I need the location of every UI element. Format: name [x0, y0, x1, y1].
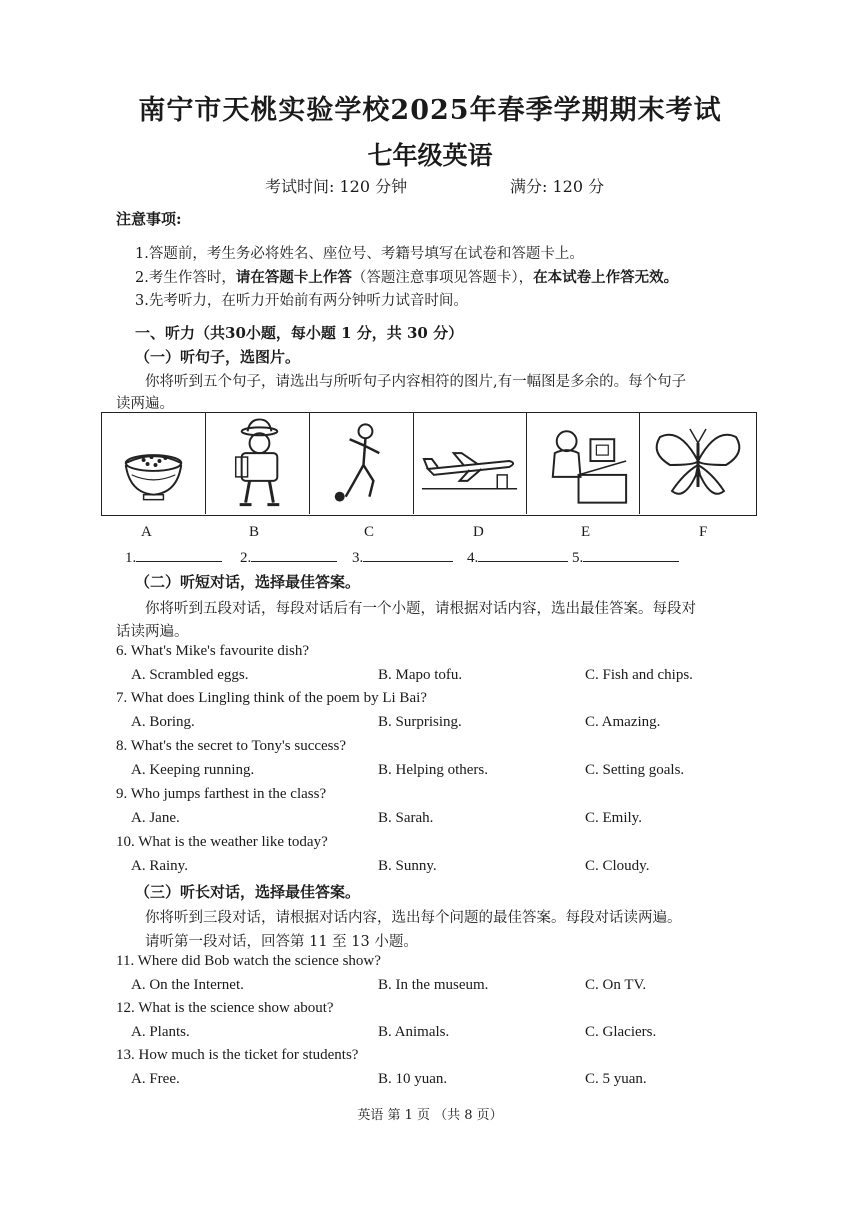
q11-option-a: A. On the Internet. [131, 977, 244, 993]
part2-instruction-2: 话读两遍。 [116, 624, 189, 640]
notice-item-2-b: 请在答题卡上作答 [235, 269, 352, 286]
q6-option-c: C. Fish and chips. [585, 667, 693, 683]
question-7: 7. What does Lingling think of the poem by Li Bai? [116, 690, 427, 706]
q6-option-a: A. Scrambled eggs. [131, 667, 249, 683]
picture-b [206, 413, 310, 514]
answer-blank-5 [572, 547, 679, 567]
answer-blank-2 [240, 547, 337, 567]
football-player-icon [310, 413, 413, 514]
answer-blank-4 [467, 547, 568, 567]
picture-d [414, 413, 527, 514]
q8-option-b: B. Helping others. [378, 762, 488, 778]
blank-label: 4. [467, 550, 479, 566]
bowl-icon [102, 413, 205, 514]
section-listening-heading: 一、听力（共30小题，每小题 1 分，共 30 分） [135, 324, 464, 342]
part3-instruction-1: 你将听到三段对话，请根据对话内容，选出每个问题的最佳答案。每段对话读两遍。 [145, 910, 682, 926]
picture-c [310, 413, 414, 514]
question-11: 11. Where did Bob watch the science show? [116, 953, 381, 969]
butterfly-icon [640, 413, 756, 514]
q12-option-a: A. Plants. [131, 1024, 190, 1040]
question-12: 12. What is the science show about? [116, 1000, 334, 1016]
hiker-icon [206, 413, 309, 514]
q12-option-c: C. Glaciers. [585, 1024, 657, 1040]
blank-label: 3. [352, 550, 364, 566]
q7-option-b: B. Surprising. [378, 714, 462, 730]
question-9: 9. Who jumps farthest in the class? [116, 786, 327, 802]
page-footer: 英语 第 1 页 （共 8 页） [357, 1108, 503, 1123]
blank-label: 5. [572, 550, 584, 566]
q7-option-a: A. Boring. [131, 714, 195, 730]
question-13: 13. How much is the ticket for students? [116, 1047, 359, 1063]
q13-option-c: C. 5 yuan. [585, 1071, 647, 1087]
q13-option-a: A. Free. [131, 1071, 180, 1087]
part2-instruction-1: 你将听到五段对话，每段对话后有一个小题，请根据对话内容，选出最佳答案。每段对 [145, 601, 696, 617]
part1-heading: （一）听句子，选图片。 [135, 348, 301, 366]
q8-option-c: C. Setting goals. [585, 762, 685, 778]
part3-instruction-2: 请听第一段对话，回答第 11 至 13 小题。 [145, 934, 418, 950]
exam-subject: 七年级英语 [367, 141, 493, 170]
exam-time: 考试时间: 120 分钟 [265, 177, 408, 196]
part1-instruction-1: 你将听到五个句子，请选出与所听句子内容相符的图片,有一幅图是多余的。每个句子 [145, 374, 687, 390]
question-10: 10. What is the weather like today? [116, 834, 328, 850]
q10-option-c: C. Cloudy. [585, 858, 650, 874]
notice-item-2-c: （答题注意事项见答题卡）， [351, 270, 534, 286]
picture-letter-f: F [699, 524, 708, 540]
blank-label: 2. [240, 550, 252, 566]
computer-user-icon [527, 413, 639, 514]
q6-option-b: B. Mapo tofu. [378, 667, 463, 683]
answer-blank-3 [352, 547, 453, 567]
question-8: 8. What's the secret to Tony's success? [116, 738, 346, 754]
picture-letter-e: E [581, 524, 591, 540]
q8-option-a: A. Keeping running. [131, 762, 255, 778]
notice-item-1: 1.答题前，考生务必将姓名、座位号、考籍号填写在试卷和答题卡上。 [135, 246, 584, 262]
q10-option-b: B. Sunny. [378, 858, 437, 874]
q11-option-c: C. On TV. [585, 977, 647, 993]
picture-e [527, 413, 640, 514]
picture-letter-d: D [473, 524, 484, 540]
q13-option-b: B. 10 yuan. [378, 1071, 448, 1087]
picture-letter-a: A [141, 524, 152, 540]
answer-blank-1 [125, 547, 222, 567]
q9-option-a: A. Jane. [131, 810, 180, 826]
notice-item-2-d: 在本试卷上作答无效。 [533, 269, 679, 286]
q11-option-b: B. In the museum. [378, 977, 489, 993]
picture-letter-b: B [249, 524, 260, 540]
blank-label: 1. [125, 550, 137, 566]
question-6: 6. What's Mike's favourite dish? [116, 643, 310, 659]
airplane-icon [414, 413, 526, 514]
exam-title: 南宁市天桃实验学校2025年春季学期期末考试 [138, 95, 722, 126]
q9-option-b: B. Sarah. [378, 810, 434, 826]
picture-strip [101, 412, 757, 516]
picture-a [102, 413, 206, 514]
q10-option-a: A. Rainy. [131, 858, 188, 874]
notice-item-2 [135, 266, 678, 287]
part2-heading: （二）听短对话，选择最佳答案。 [135, 573, 361, 591]
part3-heading: （三）听长对话，选择最佳答案。 [135, 883, 361, 901]
picture-f [640, 413, 756, 514]
notice-item-3: 3.先考听力，在听力开始前有两分钟听力试音时间。 [135, 293, 468, 309]
q7-option-c: C. Amazing. [585, 714, 661, 730]
q12-option-b: B. Animals. [378, 1024, 450, 1040]
picture-letter-c: C [364, 524, 375, 540]
notice-item-2-a: 2.考生作答时， [135, 270, 236, 286]
q9-option-c: C. Emily. [585, 810, 642, 826]
notice-heading: 注意事项: [116, 210, 182, 228]
part1-instruction-2: 读两遍。 [116, 396, 174, 412]
exam-score: 满分: 120 分 [510, 177, 605, 196]
